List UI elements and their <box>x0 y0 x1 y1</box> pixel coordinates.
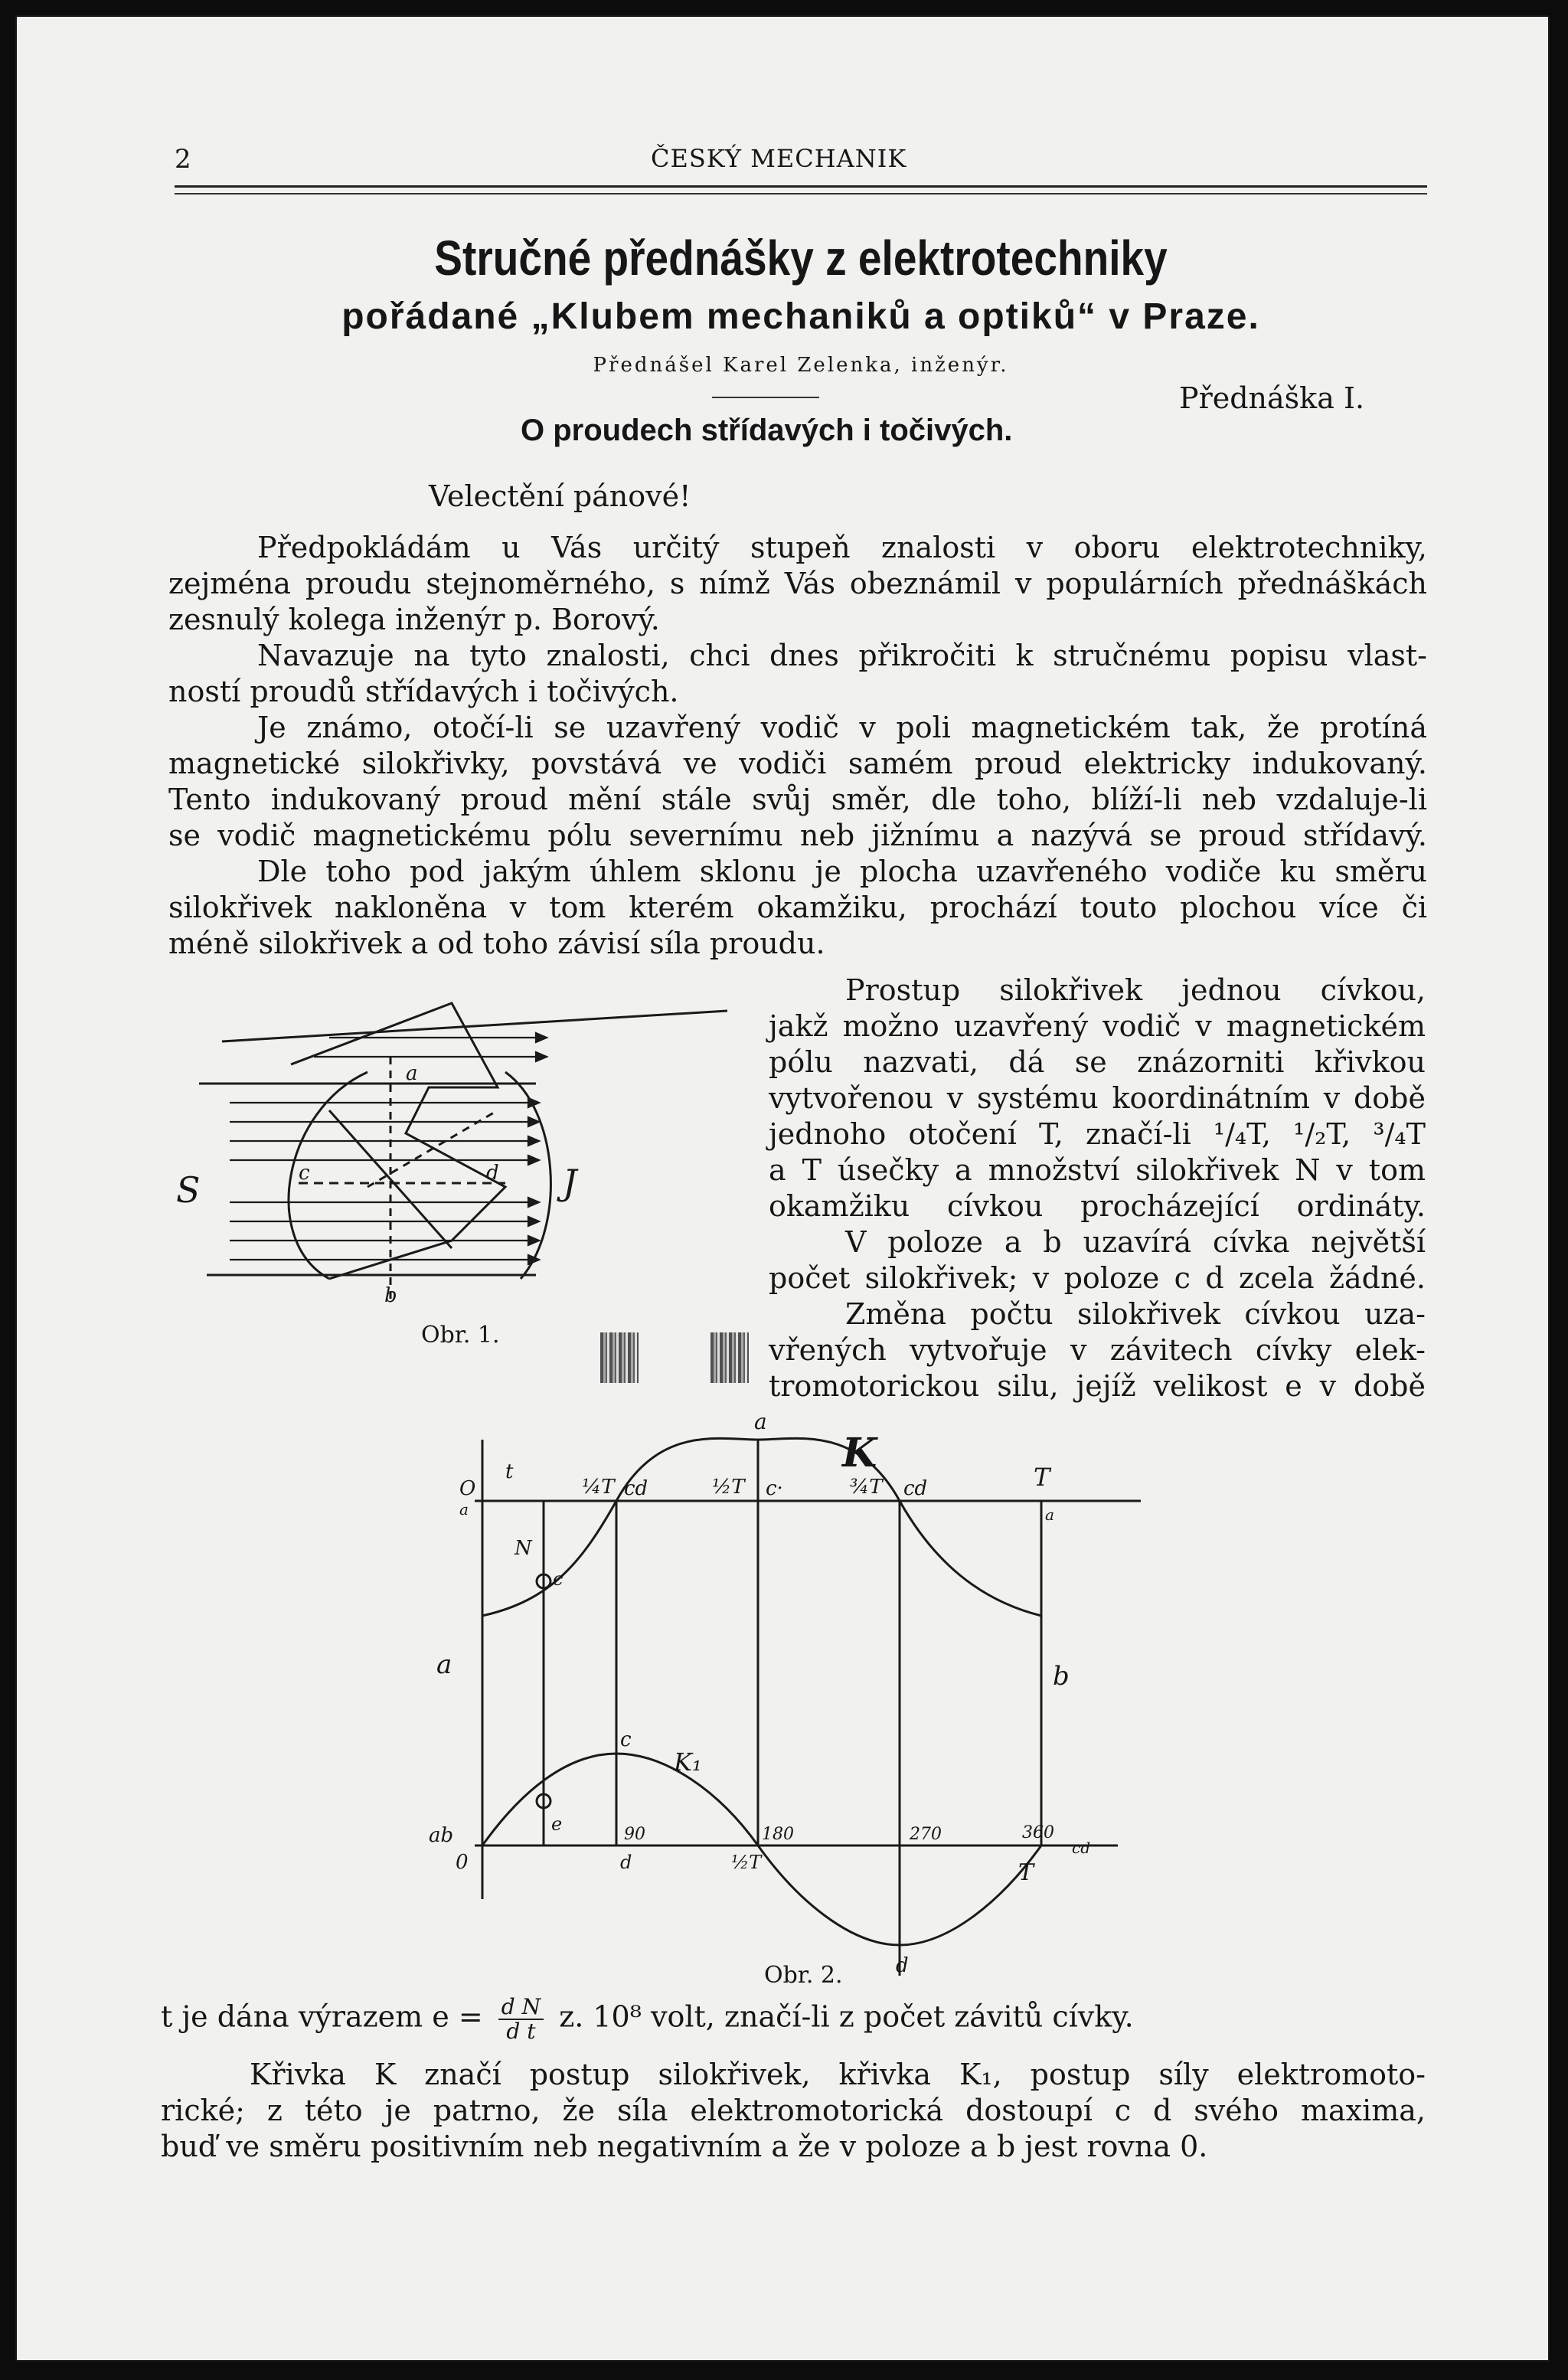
figure-2-caption: Obr. 2. <box>764 1962 843 1989</box>
label-deg-270: 270 <box>910 1825 942 1844</box>
label-deg-360: 360 <box>1022 1823 1054 1842</box>
label-c-2: c· <box>766 1477 783 1500</box>
scan-artifact <box>710 1332 749 1383</box>
text-line: Předpokládám u Vás určitý stupeň znalosti v oboru elektrotechniky, <box>257 531 1427 564</box>
page-number: 2 <box>175 144 191 175</box>
text-line: Dle toho pod jakým úhlem sklonu je plocha uzavřeného vodiče ku směru <box>257 855 1427 888</box>
label-cd-1: cd <box>624 1477 648 1500</box>
point-a-label: a <box>406 1062 418 1085</box>
scan-artifact <box>600 1332 639 1383</box>
text-line: Tento indukovaný proud mění stále svůj směr, dle toho, blíží-li neb vzdaluje-li <box>168 783 1427 816</box>
text-line: méně silokřivek a od toho závisí síla proudu. <box>168 927 825 960</box>
text-line: Prostup silokřivek jednou cívkou, <box>845 973 1426 1007</box>
text-line: jednoho otočení T, značí-li ¹/₄T, ¹/₂T, ³/₄T <box>769 1117 1426 1151</box>
label-three-quarter-t: ¾T <box>850 1476 883 1499</box>
label-c-point: c <box>553 1568 564 1590</box>
formula-fraction <box>498 1996 544 2043</box>
text-line: silokřivek nakloněna v tom kterém okamžiku, prochází touto plochou více či <box>168 891 1427 924</box>
label-quarter-t: ¼T <box>582 1476 615 1499</box>
label-cd-right: cd <box>1072 1839 1091 1857</box>
figure-1-caption: Obr. 1. <box>421 1322 500 1349</box>
text-line: ností proudů střídavých i točivých. <box>168 675 679 708</box>
label-b-right: b <box>1053 1661 1070 1692</box>
text-line: zesnulý kolega inženýr p. Borový. <box>168 603 660 636</box>
label-o-top: O <box>459 1477 476 1500</box>
text-line: zejména proudu stejnoměrného, s nímž Vás obeznámil v populárních přednáškách <box>168 567 1427 600</box>
figure-2-diagram <box>429 1409 1156 1983</box>
article-subtitle: pořádané „Klubem mechaniků a optiků“ v Praze. <box>341 296 1260 337</box>
label-d-bottom: d <box>896 1954 909 1977</box>
text-line: Změna počtu silokřivek cívkou uza- <box>845 1297 1426 1331</box>
text-line: tromotorickou silu, jejíž velikost e v době <box>769 1369 1426 1403</box>
header-rule <box>175 185 1427 188</box>
paragraph-right-column <box>769 973 1426 1404</box>
lecture-number: Přednáška I. <box>1179 381 1365 415</box>
label-n: N <box>514 1537 532 1560</box>
article-title: Stručné přednášky z elektrotechniky <box>434 230 1168 286</box>
pole-j-label: J <box>563 1162 577 1203</box>
text-line: okamžiku cívkou procházející ordináty. <box>769 1189 1426 1223</box>
text-line: buď ve směru positivním neb negativním a že v poloze a b jest rovna 0. <box>161 2130 1208 2163</box>
label-deg-180: 180 <box>762 1825 794 1844</box>
header-rule-thin <box>175 193 1427 195</box>
formula-prefix: t je dána výrazem e = <box>161 1999 483 2034</box>
label-t-low: T <box>1018 1859 1034 1886</box>
label-a-small: a <box>459 1500 469 1519</box>
curve-k1-emf <box>482 1754 1041 1945</box>
label-t-period: T <box>1034 1463 1050 1492</box>
label-half-t-low: ½T <box>731 1852 762 1873</box>
pole-s-label: S <box>176 1169 201 1211</box>
running-head: ČESKÝ MECHANIK <box>651 144 907 173</box>
point-b-label: b <box>384 1284 397 1307</box>
label-t: t <box>505 1460 514 1483</box>
text-line: Křivka K značí postup silokřivek, křivka K₁, postup síly elektromoto- <box>250 2058 1426 2091</box>
text-line: V poloze a b uzavírá cívka největší <box>845 1225 1426 1259</box>
label-c-k1: c <box>620 1728 632 1751</box>
closing-paragraph <box>161 2057 1426 2165</box>
text-line: pólu nazvati, dá se znázorniti křivkou <box>769 1045 1426 1079</box>
label-half-t: ½T <box>712 1476 745 1499</box>
label-d-1: d <box>620 1852 632 1873</box>
text-line: jakž možno uzavřený vodič v magnetickém <box>769 1009 1426 1043</box>
label-a-left: a <box>436 1649 452 1680</box>
salutation: Velectění pánové! <box>429 479 691 513</box>
text-line: se vodič magnetickému pólu severnímu neb jižnímu a nazývá se proud střídavý. <box>168 819 1427 852</box>
text-line: Je známo, otočí-li se uzavřený vodič v poli magnetickém tak, že protíná <box>257 711 1427 744</box>
figure-1-diagram <box>176 995 743 1317</box>
section-title: O proudech střídavých i točivých. <box>521 414 1013 447</box>
label-a-right: a <box>1045 1505 1054 1524</box>
formula-suffix: z. 10⁸ volt, značí-li z počet závitů cívky. <box>559 1999 1134 2034</box>
text-line: počet silokřivek; v poloze c d zcela žádné. <box>769 1261 1426 1295</box>
paragraph-1 <box>168 530 1427 962</box>
label-deg-90: 90 <box>624 1825 645 1844</box>
label-curve-k: K <box>842 1430 877 1476</box>
text-line: Navazuje na tyto znalosti, chci dnes přikročiti k stručnému popisu vlast- <box>257 639 1427 672</box>
text-line: vřených vytvořuje v závitech cívky elek- <box>769 1333 1426 1367</box>
text-line: rické; z této je patrno, že síla elektromotorická dostoupí c d svého maxima, <box>161 2094 1426 2127</box>
formula-denominator: d t <box>506 2019 536 2044</box>
label-curve-k1: K₁ <box>674 1747 702 1777</box>
point-d-label: d <box>486 1162 499 1185</box>
short-rule <box>712 397 819 398</box>
text-line: magnetické silokřivky, povstává ve vodiči samém proud elektricky indukovaný. <box>168 747 1427 780</box>
lecturer-line: Přednášel Karel Zelenka, inženýr. <box>593 354 1009 377</box>
label-zero: 0 <box>456 1851 469 1874</box>
point-c-label: c <box>299 1162 310 1185</box>
text-line: vytvořenou v systému koordinátním v době <box>769 1081 1426 1115</box>
label-ab: ab <box>429 1824 454 1847</box>
label-e: e <box>551 1813 563 1835</box>
field-arrows <box>230 1033 547 1264</box>
formula-line <box>161 1996 1432 2043</box>
formula-numerator: d N <box>498 1996 544 2020</box>
text-line: a T úsečky a množství silokřivek N v tom <box>769 1153 1426 1187</box>
curve-k-flux <box>482 1438 1041 1616</box>
label-a-top: a <box>754 1409 767 1434</box>
label-cd-3: cd <box>903 1477 928 1500</box>
